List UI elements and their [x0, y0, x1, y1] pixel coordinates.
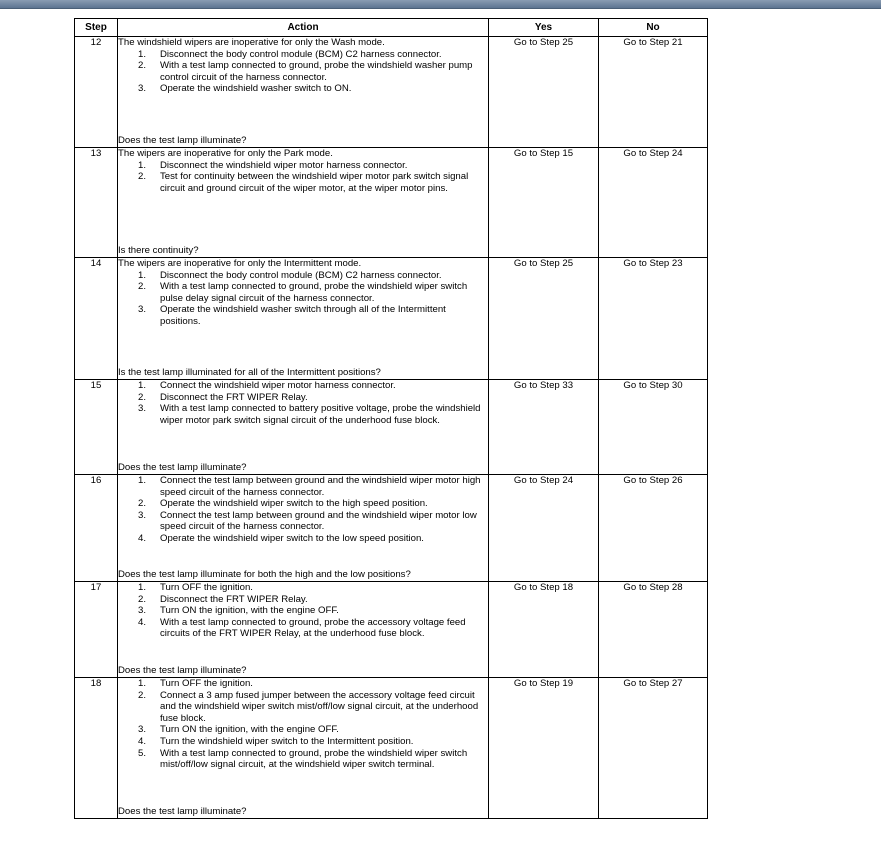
procedure-item-text: Disconnect the FRT WIPER Relay.: [160, 391, 308, 403]
procedure-item-number: 2.: [137, 498, 146, 510]
no-result: Go to Step 21: [599, 37, 708, 148]
procedure-item-text: With a test lamp connected to ground, probe the windshield washer pump control circuit of the harness connector.: [160, 60, 473, 83]
yes-result: Go to Step 25: [489, 258, 599, 380]
procedure-item: [118, 748, 488, 771]
procedure-item: [118, 49, 488, 61]
action-content: [118, 148, 488, 257]
yes-result: Go to Step 18: [489, 582, 599, 678]
procedure-item-text: Turn OFF the ignition.: [160, 582, 253, 593]
procedure-list: [118, 49, 488, 95]
action-intro: The wipers are inoperative for only the Park mode.: [118, 148, 333, 159]
procedure-item-number: 4.: [137, 532, 146, 544]
procedure-item-number: 1.: [137, 678, 146, 689]
procedure-item-number: 2.: [137, 60, 146, 72]
procedure-item-text: Disconnect the windshield wiper motor harness connector.: [160, 159, 408, 171]
procedure-list: [118, 678, 488, 771]
procedure-item-number: 2.: [137, 689, 146, 701]
procedure-item: [118, 724, 488, 736]
table-header-row: [75, 19, 708, 37]
procedure-item-text: Connect the test lamp between ground and the windshield wiper motor low speed circuit of the harness connector.: [160, 509, 477, 533]
procedure-item-number: 3.: [137, 403, 146, 415]
procedure-item-text: Test for continuity between the windshield wiper motor park switch signal circuit and ground circuit of the wiper motor, at the wiper motor pins.: [160, 171, 469, 194]
no-result: Go to Step 24: [599, 148, 708, 258]
procedure-item: [118, 510, 488, 533]
procedure-item: [118, 678, 488, 690]
procedure-item: [118, 498, 488, 510]
procedure-item-number: 4.: [137, 735, 146, 747]
header-no: No: [599, 19, 708, 37]
table-row: [75, 148, 708, 258]
procedure-item-number: 2.: [137, 593, 146, 605]
procedure-item-text: With a test lamp connected to battery positive voltage, probe the windshield wiper motor park switch signal circuit of the underhood fuse block.: [160, 403, 481, 426]
step-number: 16: [75, 475, 118, 582]
action-content: [118, 37, 488, 147]
action-cell: [118, 37, 489, 148]
procedure-item: [118, 690, 488, 725]
action-question: Does the test lamp illuminate?: [118, 665, 247, 677]
table-row: [75, 475, 708, 582]
step-number: 15: [75, 380, 118, 475]
procedure-item-text: Disconnect the body control module (BCM) C2 harness connector.: [160, 48, 442, 60]
action-content: [118, 380, 488, 474]
procedure-item: [118, 736, 488, 748]
procedure-item: [118, 83, 488, 95]
procedure-item-text: Turn ON the ignition, with the engine OFF.: [160, 605, 339, 617]
table-row: [75, 582, 708, 678]
procedure-item-number: 1.: [137, 475, 146, 486]
no-result: Go to Step 30: [599, 380, 708, 475]
procedure-item-text: Connect the test lamp between ground and the windshield wiper motor high speed circuit of the harness connector.: [160, 475, 481, 498]
procedure-item: [118, 475, 488, 498]
yes-result: Go to Step 19: [489, 678, 599, 819]
procedure-item-text: Operate the windshield washer switch through all of the Intermittent positions.: [160, 304, 446, 327]
diagnostic-table: [74, 18, 708, 819]
no-result: Go to Step 28: [599, 582, 708, 678]
action-cell: [118, 678, 489, 819]
procedure-item-text: With a test lamp connected to ground, probe the accessory voltage feed circuits of the FRT WIPER Relay, at the underhood fuse block.: [160, 616, 466, 640]
action-intro: The wipers are inoperative for only the Intermittent mode.: [118, 258, 362, 269]
action-content: [118, 678, 488, 818]
procedure-item-text: Disconnect the body control module (BCM) C2 harness connector.: [160, 269, 442, 281]
step-number: 12: [75, 37, 118, 148]
header-yes: Yes: [489, 19, 599, 37]
procedure-item-number: 3.: [137, 304, 146, 316]
header-step: Step: [75, 19, 118, 37]
procedure-item-text: Connect a 3 amp fused jumper between the accessory voltage feed circuit and the windshield wiper switch mist/off/low signal circuit, at the underhood fuse block.: [160, 689, 479, 724]
procedure-item-number: 2.: [137, 391, 146, 403]
procedure-item-text: Connect the windshield wiper motor harness connector.: [160, 380, 396, 391]
procedure-item: [118, 403, 488, 426]
procedure-list: [118, 380, 488, 426]
yes-result: Go to Step 25: [489, 37, 599, 148]
step-number: 17: [75, 582, 118, 678]
procedure-item-text: Operate the windshield wiper switch to the low speed position.: [160, 532, 424, 544]
action-question: Does the test lamp illuminate?: [118, 135, 247, 147]
action-cell: [118, 258, 489, 380]
step-number: 14: [75, 258, 118, 380]
procedure-item-number: 1.: [137, 159, 146, 171]
procedure-item-number: 1.: [137, 48, 146, 60]
procedure-item: [118, 533, 488, 545]
yes-result: Go to Step 15: [489, 148, 599, 258]
action-cell: [118, 475, 489, 582]
procedure-item-number: 2.: [137, 281, 146, 293]
procedure-list: [118, 160, 488, 195]
step-number: 13: [75, 148, 118, 258]
procedure-item-number: 3.: [137, 605, 146, 617]
procedure-item: [118, 270, 488, 282]
window-top-bar: [0, 0, 881, 9]
procedure-item-text: Turn the windshield wiper switch to the Intermittent position.: [160, 735, 414, 747]
table-row: [75, 678, 708, 819]
table-row: [75, 258, 708, 380]
action-question: Does the test lamp illuminate?: [118, 806, 247, 818]
action-cell: [118, 148, 489, 258]
table-row: [75, 37, 708, 148]
procedure-item: [118, 617, 488, 640]
procedure-list: [118, 270, 488, 328]
procedure-item: [118, 171, 488, 194]
procedure-list: [118, 475, 488, 545]
procedure-item: [118, 605, 488, 617]
action-question: Is there continuity?: [118, 245, 199, 257]
procedure-item-number: 1.: [137, 269, 146, 281]
action-content: [118, 258, 488, 379]
procedure-item-text: Operate the windshield wiper switch to the high speed position.: [160, 498, 428, 510]
action-question: Is the test lamp illuminated for all of the Intermittent positions?: [118, 367, 381, 379]
procedure-item-number: 5.: [137, 747, 146, 759]
procedure-item-text: With a test lamp connected to ground, probe the windshield wiper switch mist/off/low signal circuit, at the windshield wiper switch terminal.: [160, 747, 468, 771]
table-row: [75, 380, 708, 475]
procedure-item-number: 3.: [137, 83, 146, 95]
procedure-item-text: With a test lamp connected to ground, probe the windshield wiper switch pulse delay signal circuit of the harness connector.: [160, 281, 468, 304]
procedure-item-text: Operate the windshield washer switch to ON.: [160, 83, 352, 95]
procedure-item-text: Disconnect the FRT WIPER Relay.: [160, 593, 308, 605]
procedure-item: [118, 281, 488, 304]
procedure-item-number: 3.: [137, 509, 146, 521]
action-intro: The windshield wipers are inoperative for only the Wash mode.: [118, 37, 385, 48]
yes-result: Go to Step 24: [489, 475, 599, 582]
header-action: Action: [118, 19, 489, 37]
procedure-item: [118, 582, 488, 594]
procedure-item: [118, 160, 488, 172]
procedure-item: [118, 380, 488, 392]
procedure-item: [118, 392, 488, 404]
procedure-list: [118, 582, 488, 640]
action-content: [118, 582, 488, 677]
procedure-item: [118, 60, 488, 83]
procedure-item-number: 4.: [137, 616, 146, 628]
no-result: Go to Step 26: [599, 475, 708, 582]
action-question: Does the test lamp illuminate for both the high and the low positions?: [118, 569, 411, 581]
action-question: Does the test lamp illuminate?: [118, 462, 247, 474]
action-cell: [118, 380, 489, 475]
yes-result: Go to Step 33: [489, 380, 599, 475]
procedure-item-number: 2.: [137, 171, 146, 183]
step-number: 18: [75, 678, 118, 819]
action-cell: [118, 582, 489, 678]
procedure-item: [118, 304, 488, 327]
procedure-item-number: 1.: [137, 582, 146, 593]
action-content: [118, 475, 488, 581]
procedure-item-text: Turn ON the ignition, with the engine OFF.: [160, 724, 339, 736]
procedure-item-number: 3.: [137, 724, 146, 736]
no-result: Go to Step 27: [599, 678, 708, 819]
no-result: Go to Step 23: [599, 258, 708, 380]
procedure-item: [118, 594, 488, 606]
procedure-item-number: 1.: [137, 380, 146, 391]
procedure-item-text: Turn OFF the ignition.: [160, 678, 253, 689]
